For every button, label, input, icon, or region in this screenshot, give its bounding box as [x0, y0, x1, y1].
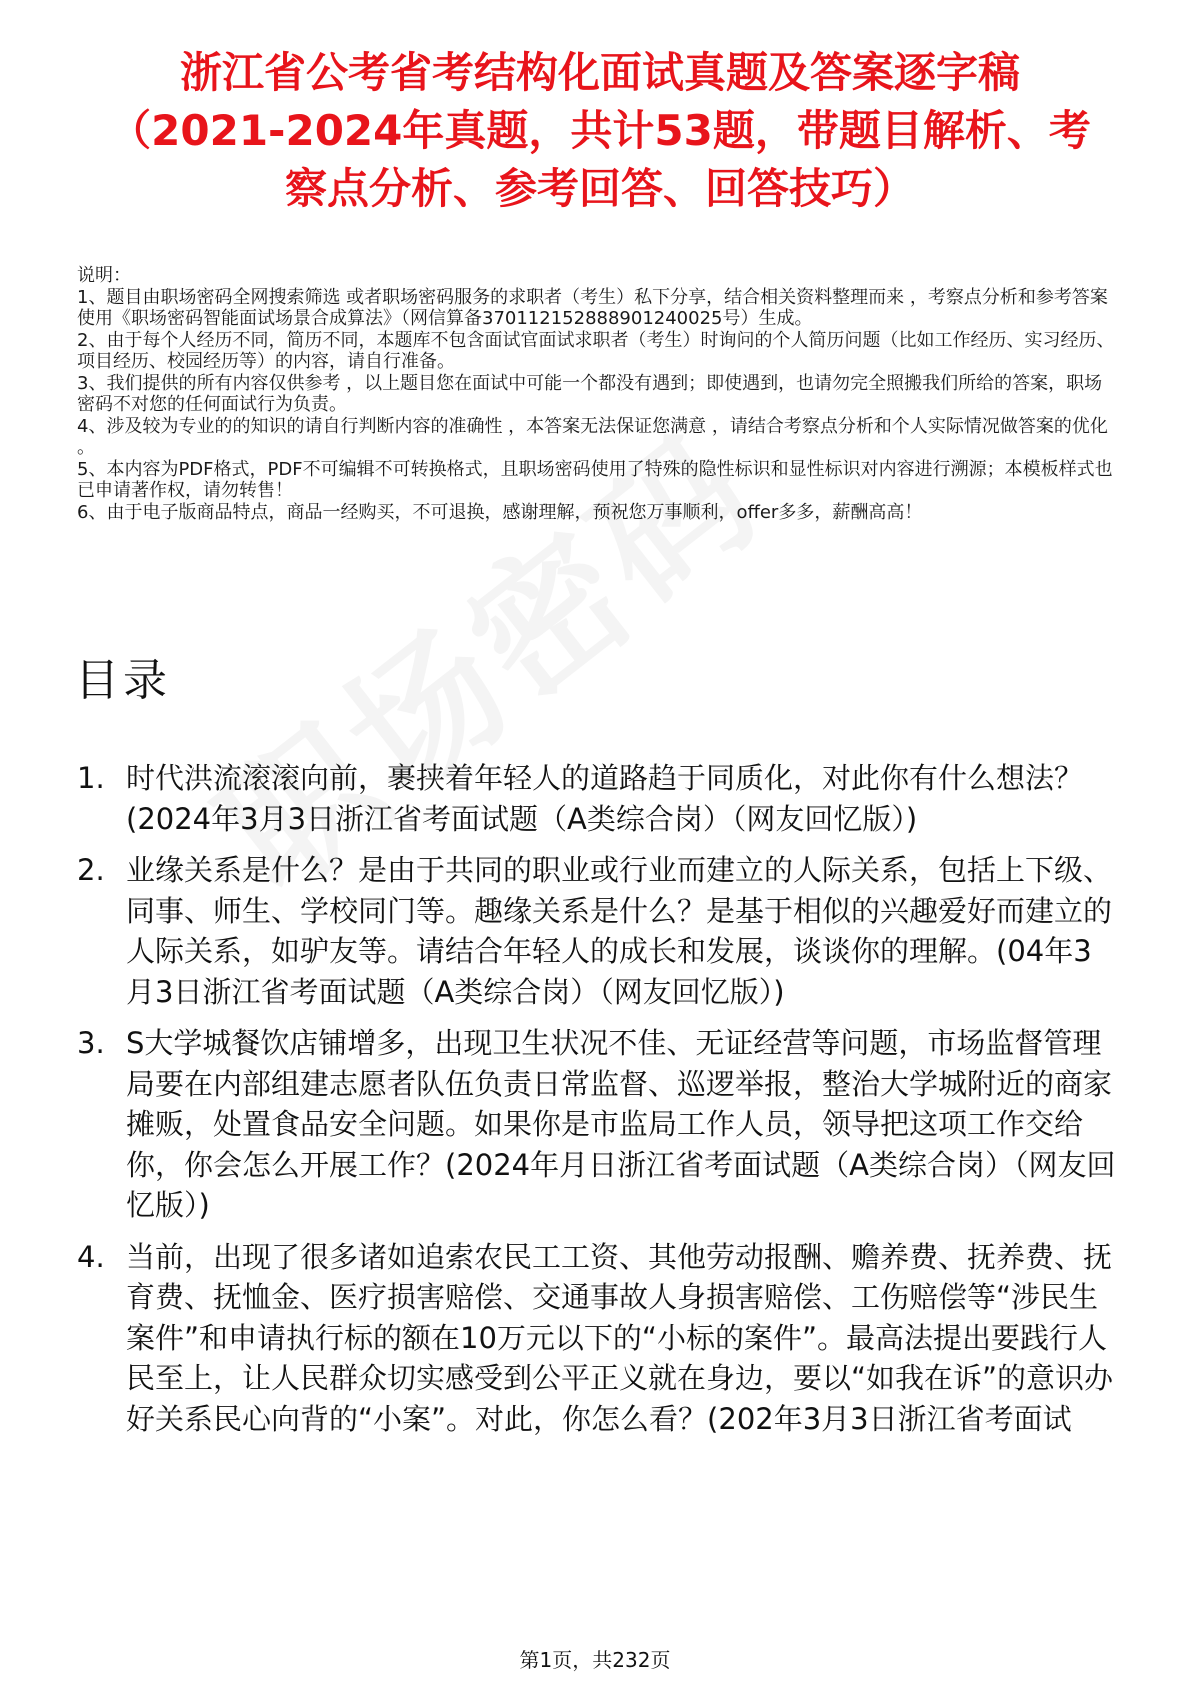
toc-item-text[interactable]: 时代洪流滚滚向前，裹挟着年轻人的道路趋于同质化，对此你有什么想法？(2024年3月3日浙江省考面试题（A类综合岗）（网友回忆版）) — [126, 761, 1084, 836]
note-item: 1、题目由职场密码全网搜索筛选 或者职场密码服务的求职者（考生）私下分享，结合相关资料整理而来 ，考察点分析和参考答案使用《职场密码智能面试场景合成算法》（网信算备370112152888901240025号）生成。 — [77, 286, 1108, 329]
toc-item[interactable] — [77, 758, 1117, 839]
toc-item-text[interactable]: 业缘关系是什么？是由于共同的职业或行业而建立的人际关系，包括上下级、同事、师生、学校同门等。趣缘关系是什么？是基于相似的兴趣爱好而建立的人际关系，如驴友等。请结合年轻人的成长和发展，谈谈你的理解。(04年3月3日浙江省考面试题（A类综合岗）（网友回忆版）) — [126, 853, 1113, 1009]
toc-item[interactable] — [77, 1023, 1117, 1226]
toc-item[interactable] — [77, 1237, 1117, 1440]
note-item: 6、由于电子版商品特点，商品一经购买，不可退换，感谢理解，预祝您万事顺利，offer多多，薪酬高高！ — [77, 501, 923, 523]
note-item: 2、由于每个人经历不同，简历不同，本题库不包含面试官面试求职者（考生）时询问的个人简历问题（比如工作经历、实习经历、项目经历、校园经历等）的内容，请自行准备。 — [77, 329, 1115, 372]
toc-item-number: 2. — [77, 853, 105, 887]
note-item: 5、本内容为PDF格式，PDF不可编辑不可转换格式，且职场密码使用了特殊的隐性标识和显性标识对内容进行溯源；本模板样式也已申请著作权，请勿转售！ — [77, 458, 1113, 501]
toc-item-number: 1. — [77, 761, 105, 795]
toc-list — [77, 758, 1117, 1450]
note-item: 4、涉及较为专业的的知识的请自行判断内容的准确性 ，本答案无法保证您满意 ，请结合考察点分析和个人实际情况做答案的优化 。 — [77, 415, 1108, 458]
page-number-footer: 第1页，共232页 — [519, 1648, 671, 1672]
toc-item[interactable] — [77, 850, 1117, 1012]
toc-heading: 目录 — [75, 655, 171, 706]
notes-section — [77, 265, 1115, 523]
toc-item-number: 4. — [77, 1239, 105, 1274]
toc-item-text[interactable]: 当前，出现了很多诸如追索农民工工资、其他劳动报酬、赡养费、抚养费、抚育费、抚恤金、医疗损害赔偿、交通事故人身损害赔偿、工伤赔偿等“涉民生案件”和申请执行标的额在10万元以下的“小标的案件”。最高法提出要践行人民至上，让人民群众切实感受到公平正义就在身边，要以“如我在诉”的意识办好关系民心向背的“小案”。对此，你怎么看？(202年3月3日浙江省考面试 — [126, 1239, 1114, 1436]
note-item: 3、我们提供的所有内容仅供参考 ，以上题目您在面试中可能一个都没有遇到；即使遇到，也请勿完全照搬我们所给的答案，职场密码不对您的任何面试行为负责。 — [77, 372, 1103, 415]
toc-item-text[interactable]: S大学城餐饮店铺增多，出现卫生状况不佳、无证经营等问题，市场监督管理局要在内部组建志愿者队伍负责日常监督、巡逻举报，整治大学城附近的商家摊贩，处置食品安全问题。如果你是市监局工作人员，领导把这项工作交给你，你会怎么开展工作？(2024年月日浙江省考面试题（A类综合岗）（网友回忆版）) — [126, 1026, 1116, 1222]
notes-heading: 说明： — [77, 265, 131, 286]
toc-item-number: 3. — [77, 1026, 105, 1060]
document-title: 浙江省公考省考结构化面试真题及答案逐字稿（2021-2024年真题，共计53题，带题目解析、考察点分析、参考回答、回答技巧） — [109, 48, 1091, 213]
